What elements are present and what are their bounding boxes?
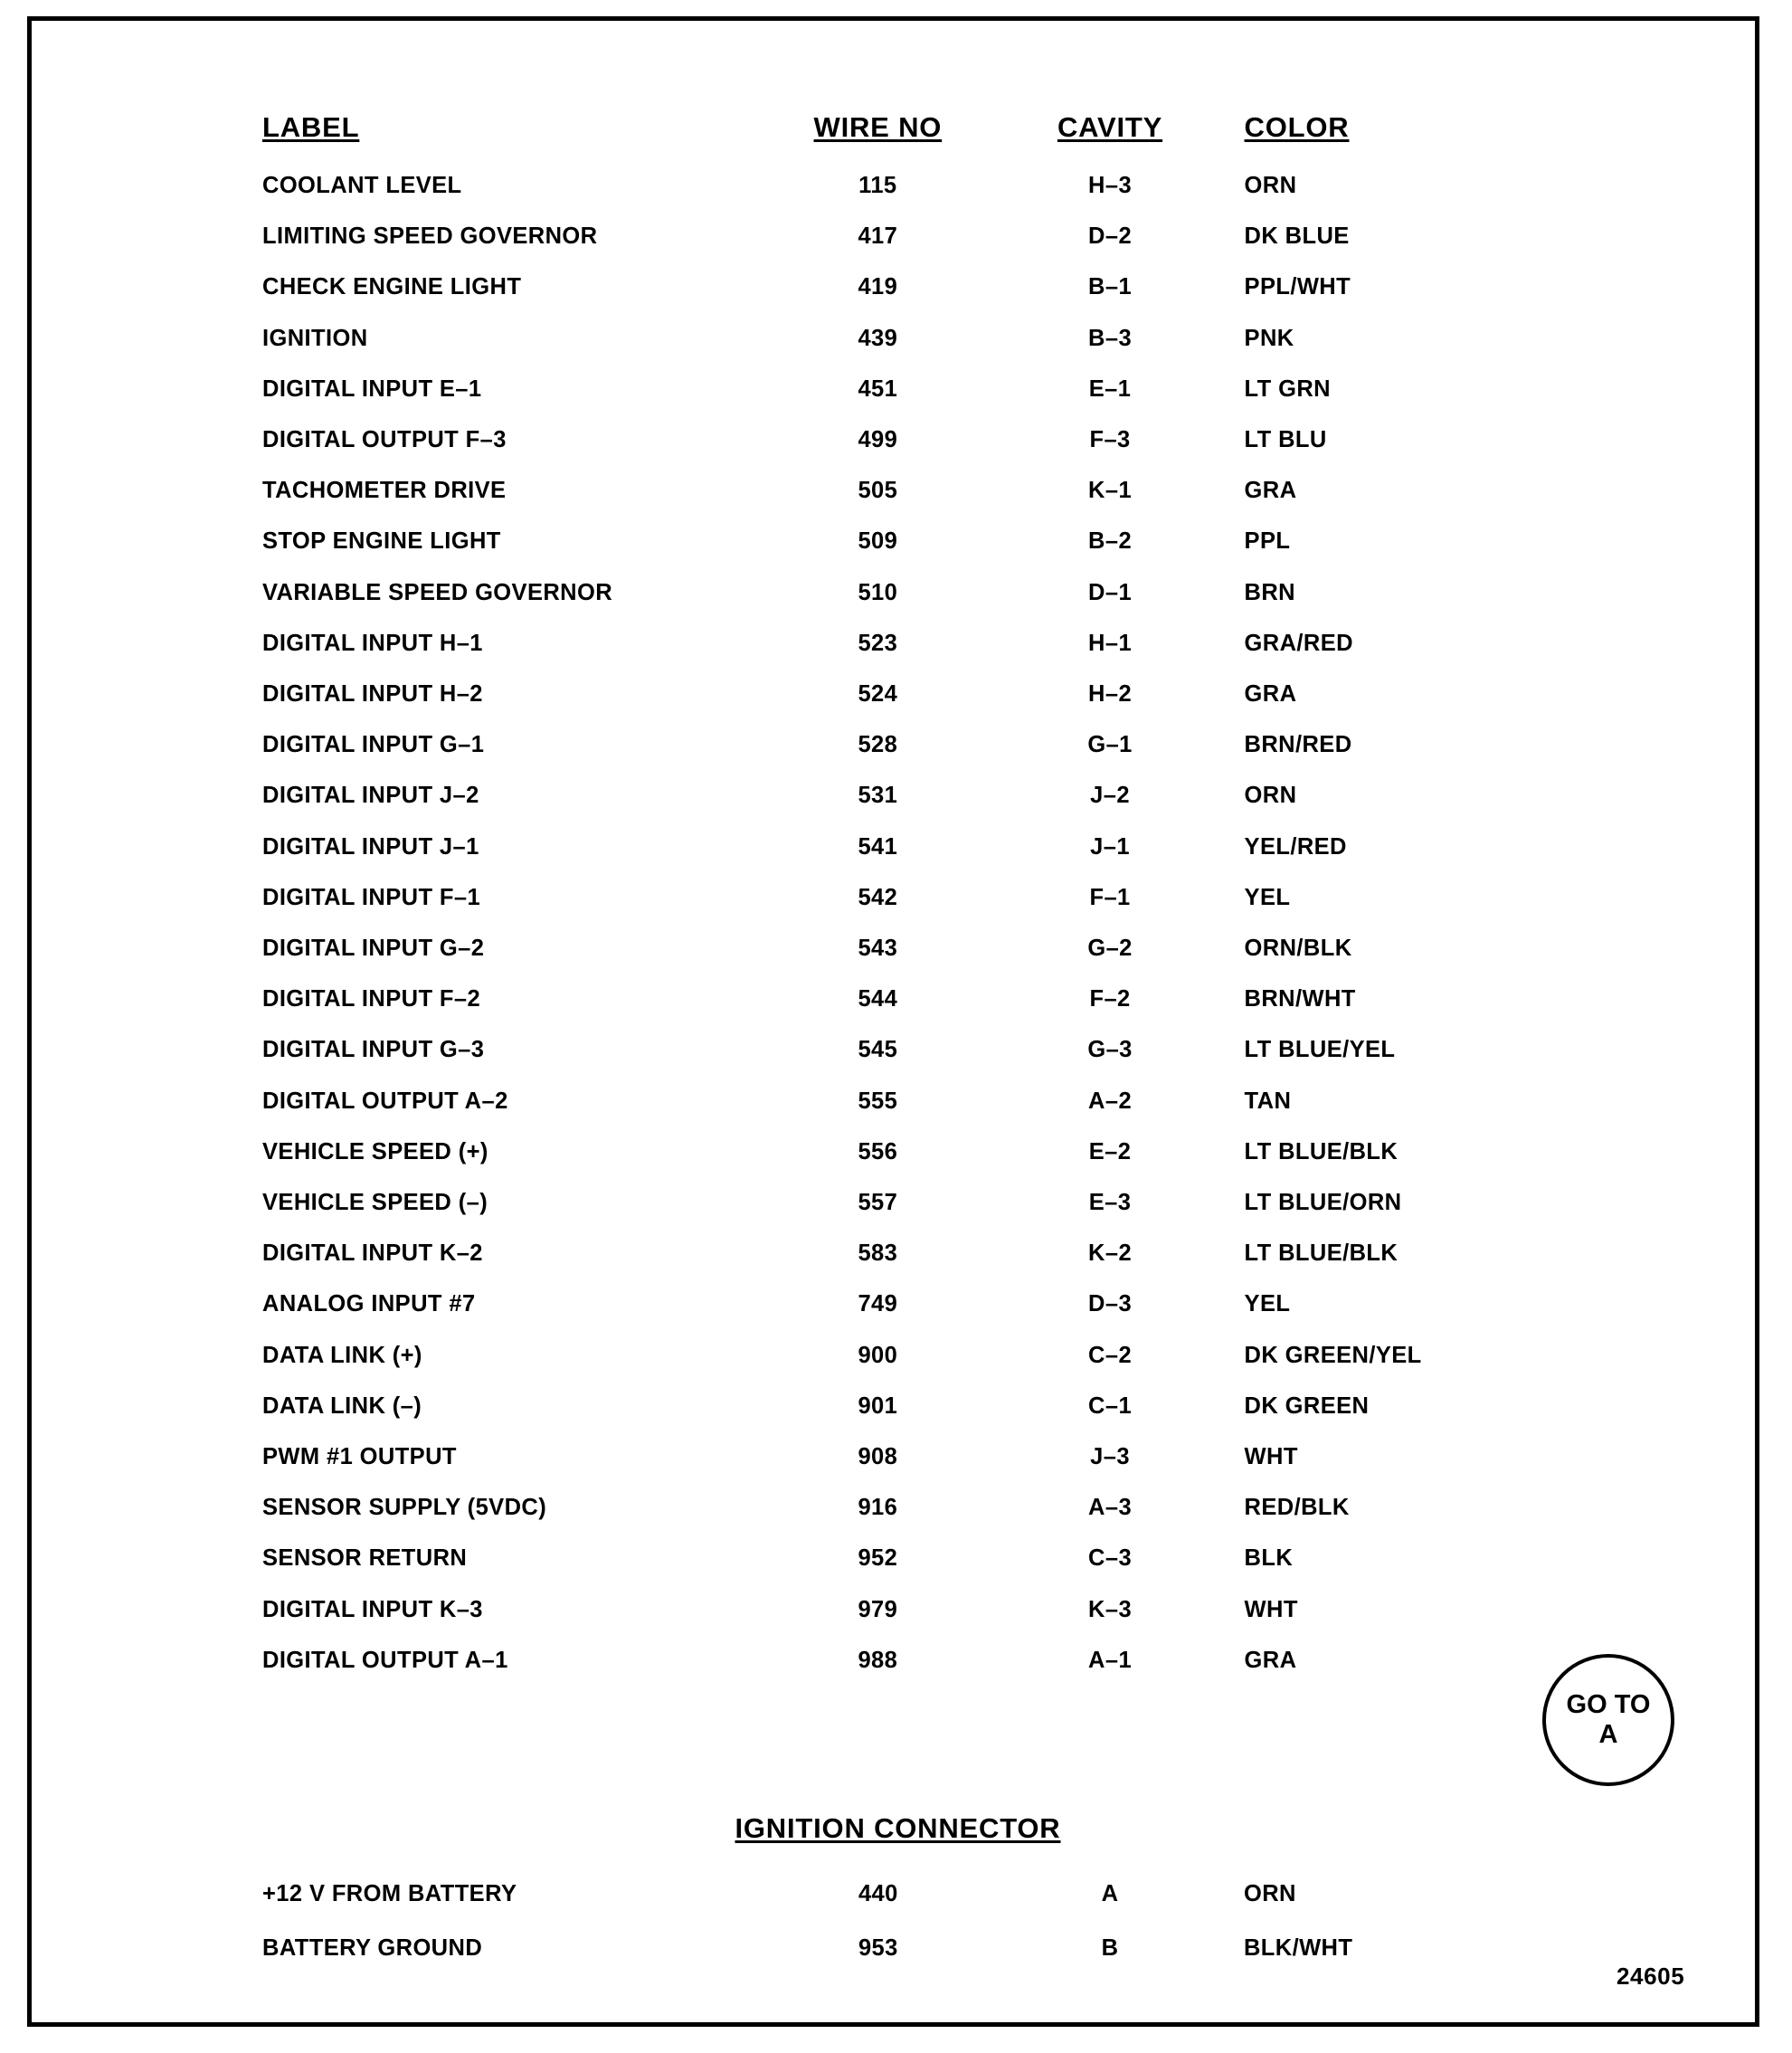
cell-label: DIGITAL INPUT G–2 <box>262 936 485 962</box>
cell-color: WHT <box>1244 1444 1298 1470</box>
go-to-reference-marker <box>1542 1654 1674 1786</box>
cell-label: TACHOMETER DRIVE <box>262 478 507 504</box>
table-row <box>262 1921 1619 1975</box>
cell-label: +12 V FROM BATTERY <box>262 1881 517 1906</box>
cell-label: VEHICLE SPEED (+) <box>262 1138 488 1164</box>
cell-color: PNK <box>1244 325 1294 351</box>
cell-wire-no: 988 <box>858 1647 898 1673</box>
table-row <box>262 567 1619 618</box>
cell-wire-no: 523 <box>858 630 898 656</box>
cell-cavity: D–1 <box>1088 579 1133 605</box>
cell-color: DK GREEN/YEL <box>1244 1342 1422 1368</box>
cell-wire-no: 901 <box>858 1392 898 1419</box>
cell-wire-no: 952 <box>858 1545 898 1572</box>
cell-label: DIGITAL INPUT E–1 <box>262 375 482 402</box>
cell-color: GRA/RED <box>1244 630 1353 656</box>
cell-color: WHT <box>1244 1596 1298 1622</box>
cell-color: PPL/WHT <box>1244 274 1351 300</box>
cell-label: PWM #1 OUTPUT <box>262 1444 457 1470</box>
table-row <box>262 1431 1619 1482</box>
ignition-connector-heading: IGNITION CONNECTOR <box>735 1812 1061 1844</box>
cell-color: BRN <box>1244 579 1295 605</box>
table-row <box>262 516 1619 566</box>
cell-label: DIGITAL INPUT G–3 <box>262 1037 485 1063</box>
cell-wire-no: 542 <box>858 884 898 910</box>
cell-label: BATTERY GROUND <box>262 1935 483 1961</box>
cell-cavity: A <box>1101 1881 1119 1906</box>
cell-label: IGNITION <box>262 325 368 351</box>
cell-wire-no: 451 <box>858 375 898 402</box>
cell-cavity: E–2 <box>1088 1138 1132 1164</box>
cell-wire-no: 417 <box>858 223 898 250</box>
table-row <box>262 770 1619 821</box>
table-row <box>262 974 1619 1024</box>
cell-wire-no: 953 <box>858 1935 898 1961</box>
column-header-color: COLOR <box>1244 111 1350 143</box>
wire-list-body <box>262 160 1619 1686</box>
table-row <box>262 618 1619 669</box>
cell-color: BRN/WHT <box>1244 986 1356 1012</box>
cell-wire-no: 555 <box>858 1088 898 1114</box>
table-row <box>262 1635 1619 1686</box>
cell-label: DIGITAL OUTPUT A–1 <box>262 1647 508 1673</box>
cell-wire-no: 505 <box>858 478 898 504</box>
cell-wire-no: 541 <box>858 833 898 860</box>
cell-color: LT BLUE/BLK <box>1244 1240 1399 1267</box>
table-row <box>262 1076 1619 1126</box>
table-row <box>262 1330 1619 1381</box>
cell-color: DK BLUE <box>1244 223 1350 250</box>
cell-wire-no: 440 <box>858 1881 898 1906</box>
cell-wire-no: 509 <box>858 528 898 555</box>
cell-cavity: J–2 <box>1090 783 1130 809</box>
cell-label: SENSOR SUPPLY (5VDC) <box>262 1495 547 1521</box>
cell-label: DIGITAL OUTPUT F–3 <box>262 427 507 453</box>
drawing-number: 24605 <box>1617 1963 1685 1990</box>
cell-cavity: B–3 <box>1088 325 1133 351</box>
cell-color: BLK <box>1244 1545 1294 1572</box>
wire-list-table <box>262 111 1619 1686</box>
cell-cavity: B–2 <box>1088 528 1133 555</box>
cell-wire-no: 979 <box>858 1596 898 1622</box>
cell-color: ORN <box>1243 1881 1296 1906</box>
cell-label: SENSOR RETURN <box>262 1545 468 1572</box>
cell-cavity: E–1 <box>1088 375 1132 402</box>
table-row <box>262 1278 1619 1329</box>
cell-cavity: H–2 <box>1088 681 1133 708</box>
cell-wire-no: 543 <box>858 936 898 962</box>
cell-wire-no: 510 <box>858 579 898 605</box>
cell-color: YEL/RED <box>1244 833 1347 860</box>
cell-label: DATA LINK (–) <box>262 1392 422 1419</box>
go-to-target: A <box>1598 1720 1618 1749</box>
cell-color: RED/BLK <box>1244 1495 1350 1521</box>
table-row <box>262 1867 1619 1921</box>
cell-wire-no: 499 <box>858 427 898 453</box>
cell-cavity: A–3 <box>1088 1495 1133 1521</box>
cell-wire-no: 908 <box>858 1444 898 1470</box>
table-row <box>262 1533 1619 1583</box>
cell-label: ANALOG INPUT #7 <box>262 1291 476 1317</box>
cell-wire-no: 544 <box>858 986 898 1012</box>
table-row <box>262 669 1619 719</box>
go-to-label: GO TO <box>1566 1689 1651 1719</box>
cell-wire-no: 556 <box>858 1138 898 1164</box>
cell-wire-no: 439 <box>858 325 898 351</box>
ignition-connector-table <box>262 1867 1619 1975</box>
table-row <box>262 1381 1619 1431</box>
cell-wire-no: 545 <box>858 1037 898 1063</box>
cell-color: LT BLUE/ORN <box>1244 1190 1402 1216</box>
cell-label: DIGITAL INPUT H–1 <box>262 630 483 656</box>
table-row <box>262 1024 1619 1075</box>
cell-color: GRA <box>1244 478 1297 504</box>
cell-cavity: A–2 <box>1088 1088 1133 1114</box>
cell-wire-no: 115 <box>858 173 897 198</box>
cell-cavity: K–2 <box>1088 1240 1133 1267</box>
cell-cavity: H–1 <box>1088 630 1133 656</box>
cell-label: CHECK ENGINE LIGHT <box>262 274 522 300</box>
document-sheet <box>32 21 1755 2022</box>
table-header-row <box>262 111 1619 160</box>
cell-cavity: G–3 <box>1087 1037 1133 1063</box>
cell-label: DIGITAL INPUT F–1 <box>262 884 481 910</box>
cell-wire-no: 531 <box>858 783 898 809</box>
table-row <box>262 1584 1619 1635</box>
cell-label: DIGITAL INPUT J–2 <box>262 783 479 809</box>
cell-cavity: C–2 <box>1088 1342 1133 1368</box>
cell-cavity: A–1 <box>1088 1647 1133 1673</box>
cell-label: DIGITAL INPUT G–1 <box>262 732 485 758</box>
cell-label: DIGITAL INPUT K–2 <box>262 1240 483 1267</box>
cell-cavity: F–2 <box>1089 986 1131 1012</box>
table-row <box>262 160 1619 211</box>
cell-color: BRN/RED <box>1244 732 1352 758</box>
table-row <box>262 1126 1619 1177</box>
cell-color: LT BLUE/YEL <box>1244 1037 1396 1063</box>
table-row <box>262 414 1619 465</box>
cell-color: YEL <box>1244 1291 1291 1317</box>
cell-wire-no: 524 <box>858 681 898 708</box>
cell-label: DIGITAL OUTPUT A–2 <box>262 1088 508 1114</box>
cell-color: GRA <box>1244 681 1297 708</box>
cell-label: DATA LINK (+) <box>262 1342 422 1368</box>
cell-cavity: G–2 <box>1087 936 1133 962</box>
cell-label: STOP ENGINE LIGHT <box>262 528 501 555</box>
cell-color: TAN <box>1244 1088 1292 1114</box>
cell-label: DIGITAL INPUT F–2 <box>262 986 481 1012</box>
cell-label: DIGITAL INPUT J–1 <box>262 833 479 860</box>
cell-cavity: F–1 <box>1089 884 1131 910</box>
cell-color: DK GREEN <box>1244 1392 1370 1419</box>
cell-cavity: D–3 <box>1088 1291 1133 1317</box>
cell-label: VEHICLE SPEED (–) <box>262 1190 488 1216</box>
cell-cavity: C–3 <box>1088 1545 1133 1572</box>
cell-wire-no: 528 <box>858 732 898 758</box>
table-row <box>262 822 1619 872</box>
cell-cavity: K–1 <box>1088 478 1133 504</box>
cell-color: YEL <box>1244 884 1291 910</box>
cell-wire-no: 419 <box>858 274 898 300</box>
cell-color: BLK/WHT <box>1243 1935 1353 1961</box>
table-row <box>262 872 1619 923</box>
table-row <box>262 261 1619 312</box>
cell-label: DIGITAL INPUT H–2 <box>262 681 483 708</box>
table-row <box>262 1482 1619 1533</box>
table-row <box>262 1228 1619 1278</box>
cell-wire-no: 900 <box>858 1342 898 1368</box>
column-header-wire-no: WIRE NO <box>813 111 943 143</box>
table-row <box>262 364 1619 414</box>
cell-wire-no: 583 <box>858 1240 898 1267</box>
cell-color: GRA <box>1244 1647 1297 1673</box>
cell-cavity: K–3 <box>1088 1596 1133 1622</box>
table-row <box>262 465 1619 516</box>
cell-label: LIMITING SPEED GOVERNOR <box>262 223 598 250</box>
table-row <box>262 719 1619 770</box>
cell-color: LT BLU <box>1244 427 1327 453</box>
cell-cavity: D–2 <box>1088 223 1133 250</box>
column-header-cavity: CAVITY <box>1057 111 1163 143</box>
cell-cavity: J–1 <box>1090 833 1130 860</box>
table-row <box>262 211 1619 261</box>
cell-cavity: G–1 <box>1087 732 1133 758</box>
cell-label: VARIABLE SPEED GOVERNOR <box>262 579 613 605</box>
column-header-label: LABEL <box>262 111 360 143</box>
cell-cavity: F–3 <box>1089 427 1131 453</box>
cell-cavity: B–1 <box>1088 274 1133 300</box>
cell-color: LT BLUE/BLK <box>1244 1138 1399 1164</box>
table-row <box>262 1177 1619 1228</box>
cell-color: ORN <box>1244 783 1297 809</box>
cell-color: PPL <box>1244 528 1291 555</box>
cell-label: DIGITAL INPUT K–3 <box>262 1596 483 1622</box>
cell-cavity: C–1 <box>1088 1392 1133 1419</box>
cell-color: LT GRN <box>1244 375 1331 402</box>
table-row <box>262 923 1619 974</box>
cell-color: ORN/BLK <box>1244 936 1352 962</box>
table-row <box>262 313 1619 364</box>
cell-wire-no: 916 <box>858 1495 898 1521</box>
cell-color: ORN <box>1244 173 1297 198</box>
cell-wire-no: 557 <box>858 1190 898 1216</box>
cell-cavity: J–3 <box>1090 1444 1130 1470</box>
cell-cavity: B <box>1101 1935 1119 1961</box>
cell-cavity: E–3 <box>1088 1190 1132 1216</box>
document-border <box>27 16 1759 2027</box>
cell-label: COOLANT LEVEL <box>262 173 462 198</box>
cell-wire-no: 749 <box>858 1291 898 1317</box>
cell-cavity: H–3 <box>1088 173 1133 198</box>
